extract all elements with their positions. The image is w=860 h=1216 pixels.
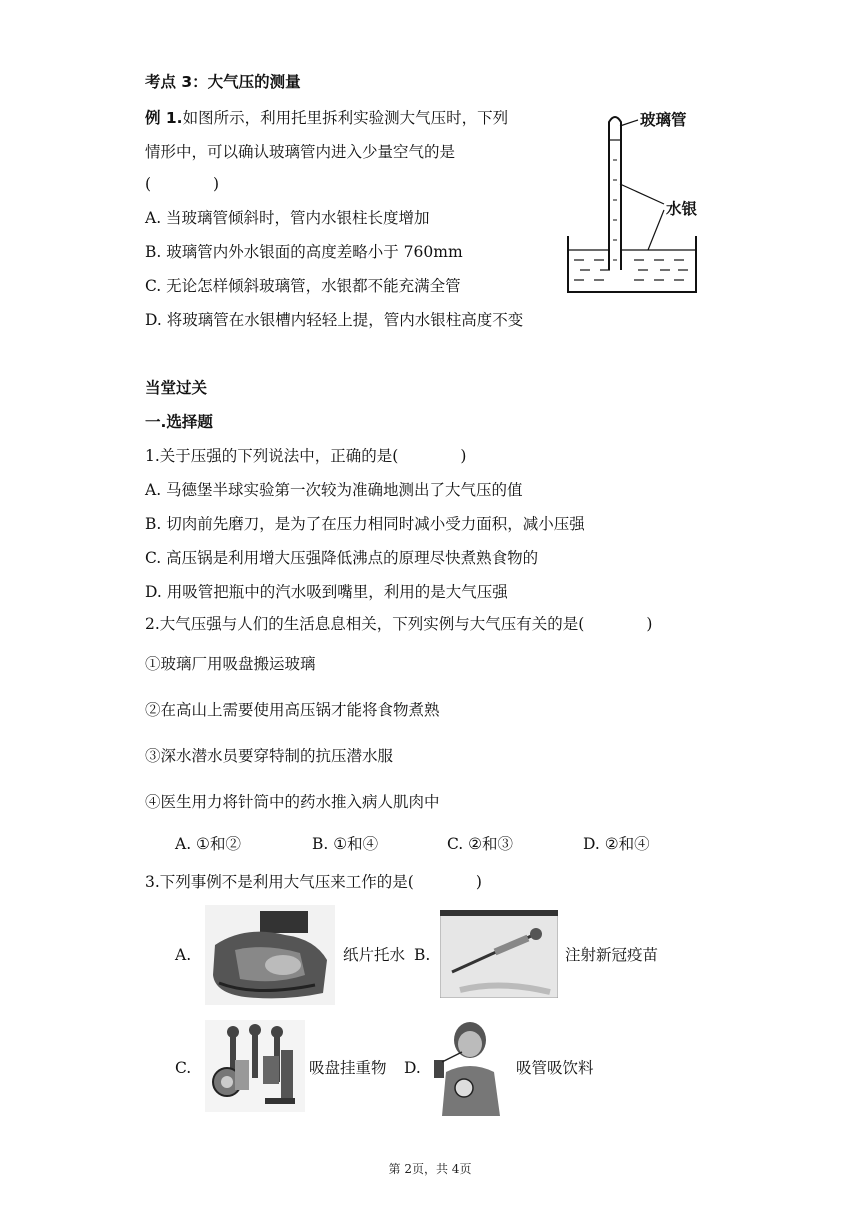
q2-item-3: ③深水潜水员要穿特制的抗压潜水服 bbox=[145, 747, 394, 765]
q3-choice-d-letter: D. bbox=[404, 1059, 421, 1077]
example-option-c: C. 无论怎样倾斜玻璃管，水银都不能充满全管 bbox=[145, 277, 461, 295]
q2-stem: 2.大气压强与人们的生活息息相关，下列实例与大气压有关的是( ) bbox=[145, 615, 653, 633]
example-stem-line2: 情形中，可以确认玻璃管内进入少量空气的是 bbox=[145, 143, 456, 161]
example-option-a: A. 当玻璃管倾斜时，管内水银柱长度增加 bbox=[145, 209, 430, 227]
q3-choice-a-text: 纸片托水 bbox=[343, 946, 406, 964]
q2-option-b: B. ①和④ bbox=[312, 835, 379, 853]
practice-title: 当堂过关 bbox=[145, 379, 208, 397]
example-stem-line1 bbox=[145, 108, 508, 128]
q3-stem: 3.下列事例不是利用大气压来工作的是( ) bbox=[145, 873, 482, 891]
child-drinking-straw-photo bbox=[428, 1016, 510, 1116]
q3-choice-b-letter: B. bbox=[414, 946, 431, 964]
paper-holding-water-photo bbox=[205, 905, 335, 1005]
q3-choice-d-text: 吸管吸饮料 bbox=[516, 1059, 594, 1077]
example-paren: ( ) bbox=[145, 175, 220, 193]
section-title: 考点 3：大气压的测量 bbox=[145, 73, 301, 91]
page-footer: 第 2页，共 4页 bbox=[388, 1162, 472, 1176]
q2-item-1: ①玻璃厂用吸盘搬运玻璃 bbox=[145, 655, 316, 673]
q3-choice-c-text: 吸盘挂重物 bbox=[309, 1059, 387, 1077]
example-option-d: D. 将玻璃管在水银槽内轻轻上提，管内水银柱高度不变 bbox=[145, 311, 524, 329]
q1-option-a: A. 马德堡半球实验第一次较为准确地测出了大气压的值 bbox=[145, 481, 523, 499]
q2-option-a: A. ①和② bbox=[175, 835, 241, 853]
q2-option-c: C. ②和③ bbox=[447, 835, 514, 853]
part-title: 一.选择题 bbox=[145, 413, 213, 431]
example-option-b: B. 玻璃管内外水银面的高度差略小于 760mm bbox=[145, 243, 463, 261]
q1-option-d: D. 用吸管把瓶中的汽水吸到嘴里，利用的是大气压强 bbox=[145, 583, 508, 601]
q1-option-b: B. 切肉前先磨刀，是为了在压力相同时减小受力面积，减小压强 bbox=[145, 515, 585, 533]
q3-choice-b-text: 注射新冠疫苗 bbox=[565, 946, 659, 964]
q2-option-d: D. ②和④ bbox=[583, 835, 650, 853]
vaccine-injection-photo bbox=[440, 910, 558, 998]
figure-label-mercury: 水银 bbox=[666, 200, 698, 218]
example-stem-text: 如图所示，利用托里拆利实验测大气压时，下列 bbox=[182, 109, 509, 127]
suction-cup-hook-photo bbox=[205, 1020, 305, 1112]
q1-option-c: C. 高压锅是利用增大压强降低沸点的原理尽快煮熟食物的 bbox=[145, 549, 539, 567]
torricelli-figure bbox=[560, 100, 740, 300]
q2-item-4: ④医生用力将针筒中的药水推入病人肌肉中 bbox=[145, 793, 440, 811]
q1-stem: 1.关于压强的下列说法中，正确的是( ) bbox=[145, 447, 467, 465]
example-label: 例 1. bbox=[145, 109, 183, 127]
q3-choice-a-letter: A. bbox=[175, 946, 192, 964]
q3-choice-c-letter: C. bbox=[175, 1059, 192, 1077]
q2-item-2: ②在高山上需要使用高压锅才能将食物煮熟 bbox=[145, 701, 440, 719]
figure-label-tube: 玻璃管 bbox=[640, 111, 687, 129]
